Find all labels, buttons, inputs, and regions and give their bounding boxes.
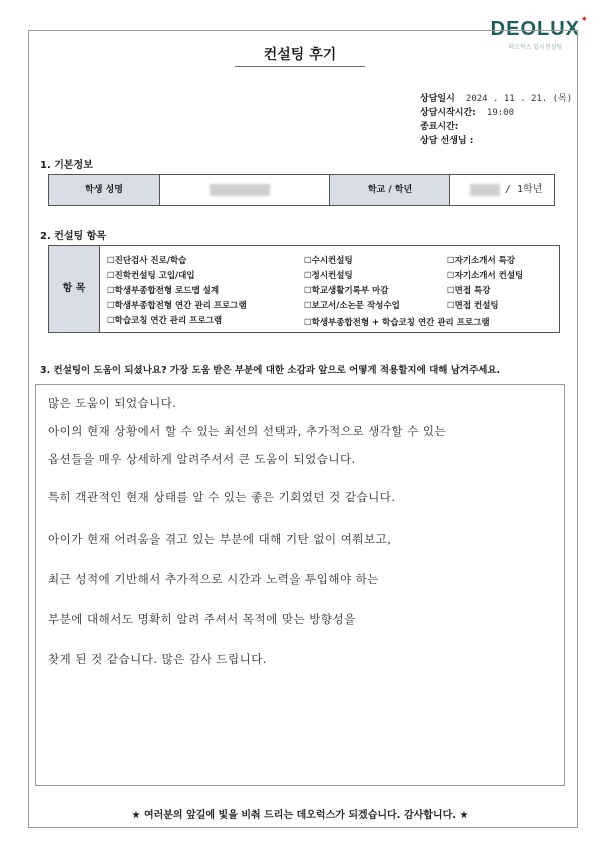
start-value: 19:00 xyxy=(486,108,514,118)
student-name-label: 학생 성명 xyxy=(49,175,159,205)
redacted-school xyxy=(470,184,500,196)
review-line: 아이의 현재 상황에서 할 수 있는 최선의 선택과, 추가적으로 생각할 수 있는 xyxy=(48,424,447,438)
review-line: 부분에 대해서도 명확히 알려 주셔서 목적에 맞는 방향성을 xyxy=(48,612,356,626)
item-diagnosis[interactable]: ☐진단검사 진로/학습 xyxy=(107,256,187,266)
item-regular-admission[interactable]: ☐정시컨설팅 xyxy=(304,271,353,281)
student-name-value xyxy=(159,175,330,205)
section3-question: 3. 컨설팅이 도움이 되셨나요? 가장 도움 받은 부분에 대한 소감과 앞으로 어떻게 적용할지에 대해 남겨주세요. xyxy=(40,365,501,376)
school-grade-value: / 1학년 xyxy=(505,184,543,195)
section2-title: 2. 컨설팅 항목 xyxy=(40,231,107,242)
page-title: 컨설팅 후기 xyxy=(263,47,337,63)
review-line: 최근 성적에 기반해서 추가적으로 시간과 노력을 투입해야 하는 xyxy=(48,572,379,586)
review-line: 많은 도움이 되었습니다. xyxy=(48,396,177,410)
teacher-row xyxy=(420,134,572,148)
basic-info-table xyxy=(48,174,555,206)
items-divider xyxy=(99,246,100,332)
item-early-admission[interactable]: ☐수시컨설팅 xyxy=(304,256,353,266)
item-admission[interactable]: ☐진학컨설팅 고입/대입 xyxy=(107,271,195,281)
end-label: 종료시간: xyxy=(420,122,459,132)
title-underline xyxy=(235,66,365,67)
item-record-closing[interactable]: ☐학교생활기록부 마감 xyxy=(304,286,389,296)
review-line: 찾게 된 것 같습니다. 많은 감사 드립니다. xyxy=(48,652,267,666)
school-grade-label: 학교 / 학년 xyxy=(329,175,450,205)
footer-message: ★ 여러분의 앞길에 빛을 비춰 드리는 데오럭스가 되겠습니다. 감사합니다. ★ xyxy=(131,810,469,821)
date-label: 상담일시 xyxy=(420,94,455,104)
start-row xyxy=(420,106,572,120)
item-essay-consulting[interactable]: ☐자기소개서 컨설팅 xyxy=(447,271,524,281)
logo-tagline: 데오럭스 입시컨설팅 xyxy=(508,44,563,51)
review-answer-box xyxy=(35,384,565,786)
item-study-coaching[interactable]: ☐학습코칭 연간 관리 프로그램 xyxy=(107,316,223,326)
teacher-label: 상담 선생님 : xyxy=(420,136,474,146)
item-interview-lecture[interactable]: ☐면접 특강 xyxy=(447,286,491,296)
date-row xyxy=(420,92,572,106)
school-grade-cell xyxy=(449,175,555,205)
consult-meta xyxy=(420,92,572,148)
logo-text: DEOLUX xyxy=(490,18,580,40)
items-label: 항 목 xyxy=(49,246,99,332)
item-essay-lecture[interactable]: ☐자기소개서 특강 xyxy=(447,256,516,266)
item-annual-record[interactable]: ☐학생부종합전형 연간 관리 프로그램 xyxy=(107,301,247,311)
review-line: 옵션들을 매우 상세하게 알려주셔서 큰 도움이 되었습니다. xyxy=(48,452,356,466)
item-interview-consulting[interactable]: ☐면접 컨설팅 xyxy=(447,301,499,311)
consulting-items-table xyxy=(48,245,560,333)
item-combined-program[interactable]: ☐학생부종합전형 + 학습코칭 연간 관리 프로그램 xyxy=(304,318,490,328)
item-roadmap[interactable]: ☐학생부종합전형 로드맵 설계 xyxy=(107,286,220,296)
start-label: 상담시작시간: xyxy=(420,108,476,118)
review-line: 아이가 현재 어려움을 겪고 있는 부분에 대해 기탄 없이 여쭤보고, xyxy=(48,532,392,546)
item-report-writing[interactable]: ☐보고서/소논문 작성수업 xyxy=(304,301,400,311)
section1-title: 1. 기본정보 xyxy=(40,160,93,171)
review-line: 특히 객관적인 현재 상태를 알 수 있는 좋은 기회였던 것 같습니다. xyxy=(48,490,396,504)
star-icon: ✦ xyxy=(580,15,588,25)
end-row xyxy=(420,120,572,134)
date-value: 2024 . 11 . 21. (목) xyxy=(465,94,573,104)
redacted-name xyxy=(210,184,270,196)
